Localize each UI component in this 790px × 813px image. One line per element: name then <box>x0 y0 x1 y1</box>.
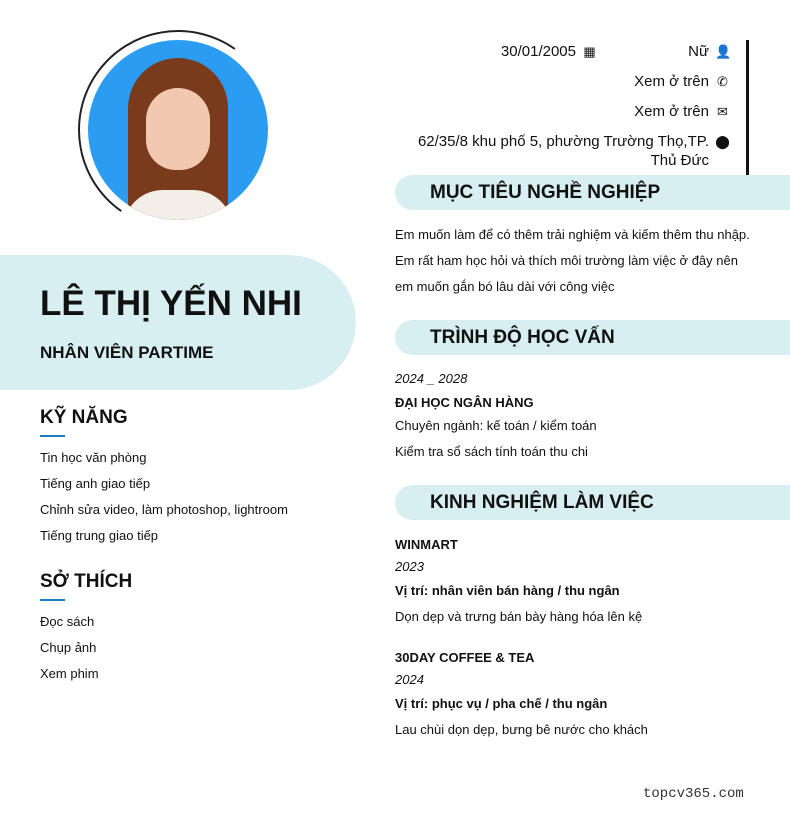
gender-text: Nữ <box>688 43 709 60</box>
objective-line: em muốn gắn bó lâu dài với công việc <box>395 279 615 294</box>
job-year: 2024 <box>395 672 424 687</box>
hobby-item: Đọc sách <box>40 614 95 629</box>
education-school: ĐẠI HỌC NGÂN HÀNG <box>395 395 534 410</box>
dob <box>501 43 597 60</box>
education-desc: Kiểm tra sổ sách tính toán thu chi <box>395 444 588 459</box>
skill-item: Chỉnh sửa video, làm photoshop, lightroom <box>40 502 288 517</box>
job-position: NHÂN VIÊN PARTIME <box>40 343 214 362</box>
job-desc: Dọn dẹp và trưng bán bày hàng hóa lên kệ <box>395 609 643 624</box>
hobbies-title: SỞ THÍCH <box>40 571 133 592</box>
calendar-icon: ▦ <box>583 44 596 59</box>
person-icon: 👤 <box>715 44 732 59</box>
address <box>418 133 730 150</box>
education-header <box>395 320 790 355</box>
skill-item: Tiếng trung giao tiếp <box>40 528 159 543</box>
education-title: TRÌNH ĐỘ HỌC VẤN <box>430 327 615 348</box>
envelope-icon: ✉ <box>717 104 728 119</box>
objective-line: Em muốn làm để có thêm trải nghiệm và kiếm thêm thu nhập. <box>395 227 750 242</box>
skills-title: KỸ NĂNG <box>40 407 128 428</box>
education-period: 2024 _ 2028 <box>395 371 468 386</box>
address-continued: Thủ Đức <box>650 152 709 169</box>
location-pin-icon: ⬤ <box>715 134 730 149</box>
experience-header <box>395 485 790 520</box>
objective-header <box>395 175 790 210</box>
job-year: 2023 <box>395 559 424 574</box>
job-company: WINMART <box>395 537 458 552</box>
job-desc: Lau chùi dọn dẹp, bưng bê nước cho khách <box>395 722 648 737</box>
hobby-item: Xem phim <box>40 666 99 681</box>
profile-photo <box>88 40 268 220</box>
phone <box>634 73 730 90</box>
job-role: Vị trí: phục vụ / pha chế / thu ngân <box>395 696 608 711</box>
job-company: 30DAY COFFEE & TEA <box>395 650 535 665</box>
hobby-item: Chụp ảnh <box>40 640 97 655</box>
dob-text: 30/01/2005 <box>500 43 576 60</box>
full-name: LÊ THỊ YẾN NHI <box>40 284 302 323</box>
footer-watermark: topcv365.com <box>643 786 744 802</box>
divider <box>40 435 65 437</box>
email-text: Xem ở trên <box>634 103 709 120</box>
job-role: Vị trí: nhân viên bán hàng / thu ngân <box>395 583 620 598</box>
gender <box>688 43 730 60</box>
objective-title: MỤC TIÊU NGHỀ NGHIỆP <box>430 182 661 203</box>
experience-title: KINH NGHIỆM LÀM VIỆC <box>430 492 654 513</box>
skill-item: Tiếng anh giao tiếp <box>40 476 151 491</box>
divider <box>40 599 65 601</box>
phone-icon: ✆ <box>717 74 728 89</box>
phone-text: Xem ở trên <box>634 73 709 90</box>
education-major: Chuyên ngành: kế toán / kiểm toán <box>395 418 597 433</box>
address-text: 62/35/8 khu phố 5, phường Trường Thọ,TP. <box>417 133 709 150</box>
email <box>634 103 730 120</box>
divider <box>746 40 749 180</box>
objective-line: Em rất ham học hỏi và thích môi trường làm việc ở đây nên <box>395 253 738 268</box>
skill-item: Tin học văn phòng <box>40 450 147 465</box>
